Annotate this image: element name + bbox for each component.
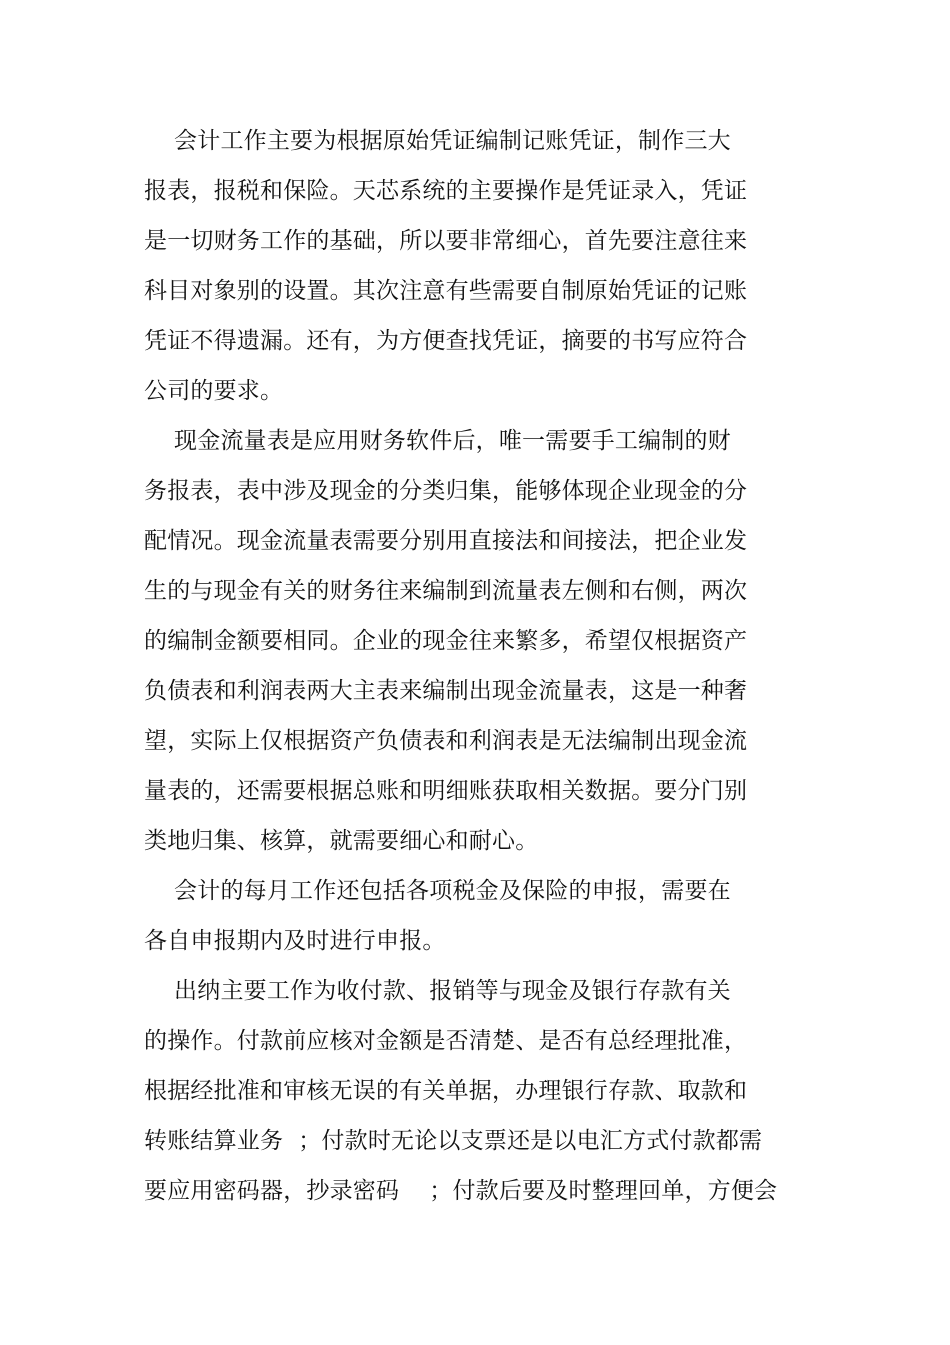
text-line: 报表，报税和保险。天芯系统的主要操作是凭证录入，凭证	[144, 178, 748, 204]
text-line: 类地归集、核算，就需要细心和耐心。	[144, 828, 539, 854]
text-line: 的编制金额要相同。企业的现金往来繁多，希望仅根据资产	[144, 628, 748, 654]
text-line: 凭证不得遗漏。还有，为方便查找凭证，摘要的书写应符合	[144, 328, 748, 354]
text-line: 转账结算业务 ；付款时无论以支票还是以电汇方式付款都需	[144, 1128, 763, 1154]
text-line: 要应用密码器，抄录密码 ；付款后要及时整理回单，方便会	[144, 1178, 778, 1204]
text-line: 量表的，还需要根据总账和明细账获取相关数据。要分门别	[144, 778, 748, 804]
text-line: 生的与现金有关的财务往来编制到流量表左侧和右侧，两次	[144, 578, 748, 604]
text-line: 科目对象别的设置。其次注意有些需要自制原始凭证的记账	[144, 278, 748, 304]
text-line: 现金流量表是应用财务软件后，唯一需要手工编制的财	[144, 428, 731, 454]
text-line: 出纳主要工作为收付款、报销等与现金及银行存款有关	[144, 978, 731, 1004]
text-line: 务报表，表中涉及现金的分类归集，能够体现企业现金的分	[144, 478, 748, 504]
text-line: 会计工作主要为根据原始凭证编制记账凭证，制作三大	[144, 128, 731, 154]
text-line: 各自申报期内及时进行申报。	[144, 928, 446, 954]
text-line: 望，实际上仅根据资产负债表和利润表是无法编制出现金流	[144, 728, 748, 754]
text-line: 会计的每月工作还包括各项税金及保险的申报，需要在	[144, 878, 731, 904]
text-line: 负债表和利润表两大主表来编制出现金流量表，这是一种奢	[144, 678, 748, 704]
text-line: 的操作。付款前应核对金额是否清楚、是否有总经理批准，	[144, 1028, 748, 1054]
text-line: 根据经批准和审核无误的有关单据，办理银行存款、取款和	[144, 1078, 748, 1104]
text-line: 公司的要求。	[144, 378, 284, 404]
text-line: 配情况。现金流量表需要分别用直接法和间接法，把企业发	[144, 528, 748, 554]
text-line: 是一切财务工作的基础，所以要非常细心，首先要注意往来	[144, 228, 748, 254]
